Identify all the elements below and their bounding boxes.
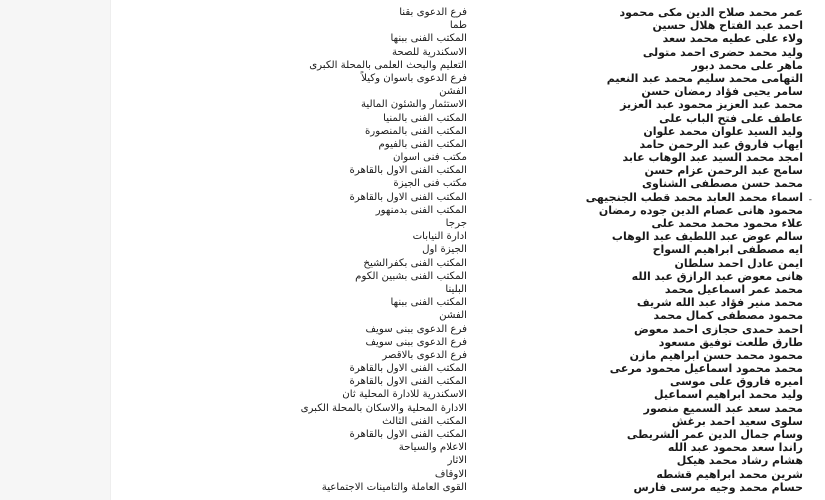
department-name: ادارة النيابات [412, 231, 467, 243]
department-name: المكتب الفنى بالمنصورة [364, 125, 467, 137]
department-name: المكتب الفنى الثالث [382, 415, 467, 427]
department-name: المكتب الفنى ببنها [390, 297, 467, 309]
employee-name: محمد عبد العزيز محمود عبد العزيز [620, 98, 803, 112]
employee-name: محمد محمود اسماعيل محمود مرعى [609, 362, 803, 376]
employee-name: عاطف على فتح الباب على [659, 111, 803, 125]
department-name: المكتب الفنى الاول بالقاهرة [349, 376, 467, 388]
department-name: المكتب الفنى بشبين الكوم [355, 270, 467, 282]
employee-name: سلوى سعيد احمد برغش [671, 414, 803, 428]
department-name: المكتب الفنى بكفرالشيخ [363, 257, 467, 269]
department-name: مكتب فنى الجيزة [393, 178, 467, 190]
department-name: مكتب فنى اسوان [392, 152, 467, 164]
employee-name: وليد السيد علوان محمد علوان [643, 124, 803, 138]
employee-name: ولاء على عطيه محمد سعد [662, 32, 803, 46]
employee-name: محمود محمد حسن ابراهيم مازن [629, 348, 803, 362]
department-name: المكتب الفنى الاول بالقاهرة [349, 429, 467, 440]
department-name: الاعلام والسياحة [398, 442, 467, 454]
department-name: المكتب الفنى ببنها [390, 33, 467, 45]
employee-name: محمد سعد عبد السميع منصور [643, 401, 803, 415]
employee-name: محمد منير فؤاد عبد الله شريف [636, 296, 803, 310]
employee-name: محمد عمر اسماعيل محمد [664, 282, 803, 296]
employee-name: شرين محمد ابراهيم قشطه [656, 467, 803, 481]
department-name: الاسكندرية للادارة المحلية ثان [342, 389, 467, 401]
department-name: المكتب الفنى بالمنيا [383, 112, 467, 124]
department-name: الاوقاف [434, 468, 467, 480]
department-column [197, 6, 467, 494]
employee-name: ماهر على محمد دبور [691, 58, 803, 72]
employee-name: اسماء محمد العابد محمد قطب الجنجيهى [585, 190, 803, 204]
department-name: الاسكندرية للصحة [391, 46, 467, 58]
department-name: فرع الدعوى ببنى سويف [365, 323, 467, 335]
name-column [503, 6, 803, 494]
department-name: المكتب الفنى الاول بالقاهرة [349, 363, 467, 375]
department-name: الفشن [439, 310, 467, 322]
employee-name: التهامى محمد سليم محمد عبد النعيم [606, 71, 803, 85]
employee-name: ايه مصطفى ابراهيم السواح [652, 243, 803, 257]
employee-name: هشام رشاد محمد هيكل [676, 454, 803, 468]
department-name: المكتب الفنى بالفيوم [378, 138, 467, 150]
department-name: الاستثمار والشئون المالية [360, 99, 467, 111]
employee-name: هانى معوض عبد الرازق عبد الله [631, 269, 803, 283]
employee-name: راندا سعد محمود عبد الله [667, 441, 803, 455]
department-name: المكتب الفنى الاول بالقاهرة [349, 165, 467, 177]
department-name: التعليم والبحث العلمى بالمحلة الكبرى [309, 59, 467, 71]
department-name: الاثار [447, 455, 467, 467]
employee-name: سامر يحيى فؤاد رمضان حسن [641, 85, 803, 99]
employee-name: محمد حسن مصطفى الشناوى [641, 177, 803, 191]
employee-name: ايمن عادل احمد سلطان [674, 256, 803, 270]
department-name: فرع الدعوى ببنى سويف [365, 336, 467, 348]
employee-name: محمود مصطفى كمال محمد [653, 309, 803, 323]
department-name: البلينا [445, 283, 467, 295]
department-name: الادارة المحلية والاسكان بالمحلة الكبرى [300, 402, 467, 414]
employee-name: وليد محمد حضرى احمد متولى [642, 45, 803, 59]
employee-name: اميره فاروق على موسى [669, 375, 803, 389]
employee-name: امجد محمد السيد عبد الوهاب عابد [622, 151, 803, 165]
department-name: فرع الدعوى باسوان وكيلاً [361, 72, 467, 84]
employee-name: سالم عوض عبد اللطيف عبد الوهاب [611, 230, 803, 244]
department-name: طما [449, 20, 467, 32]
employee-name: وليد محمد ابراهيم اسماعيل [654, 388, 803, 402]
employee-name: سامح عبد الرحمن عزام حسن [644, 164, 803, 178]
left-margin-strip [0, 0, 111, 500]
department-name: فرع الدعوى بالاقصر [382, 349, 467, 361]
employee-name: حسام محمد وجيه مرسى فارس [633, 480, 803, 494]
department-name: جرجا [445, 218, 467, 229]
department-name: القوى العاملة والتامينات الاجتماعية [321, 481, 467, 493]
employee-name: طارق طلعت توفيق مسعود [658, 335, 803, 349]
department-name: الفشن [439, 86, 467, 98]
department-name: المكتب الفنى بدمنهور [375, 204, 467, 216]
employee-name: عمر محمد صلاح الدين مكى محمود [619, 6, 803, 19]
employee-name: محمود هانى عصام الدين جوده رمضان [598, 203, 803, 217]
employee-name: احمد حمدى حجازى احمد معوض [633, 322, 803, 336]
department-name: الجيزة اول [422, 244, 467, 256]
employee-name: وسام جمال الدين عمر الشريطى [626, 428, 803, 441]
department-name: المكتب الفنى الاول بالقاهرة [349, 191, 467, 203]
employee-name: علاء محمود محمد محمد على [651, 217, 803, 230]
department-name: فرع الدعوى بقنا [399, 7, 467, 18]
row-marker: - [808, 195, 812, 205]
employee-name: ايهاب فاروق عبد الرحمن حامد [639, 137, 803, 151]
employee-name: احمد عبد الفتاح هلال حسين [652, 19, 803, 33]
